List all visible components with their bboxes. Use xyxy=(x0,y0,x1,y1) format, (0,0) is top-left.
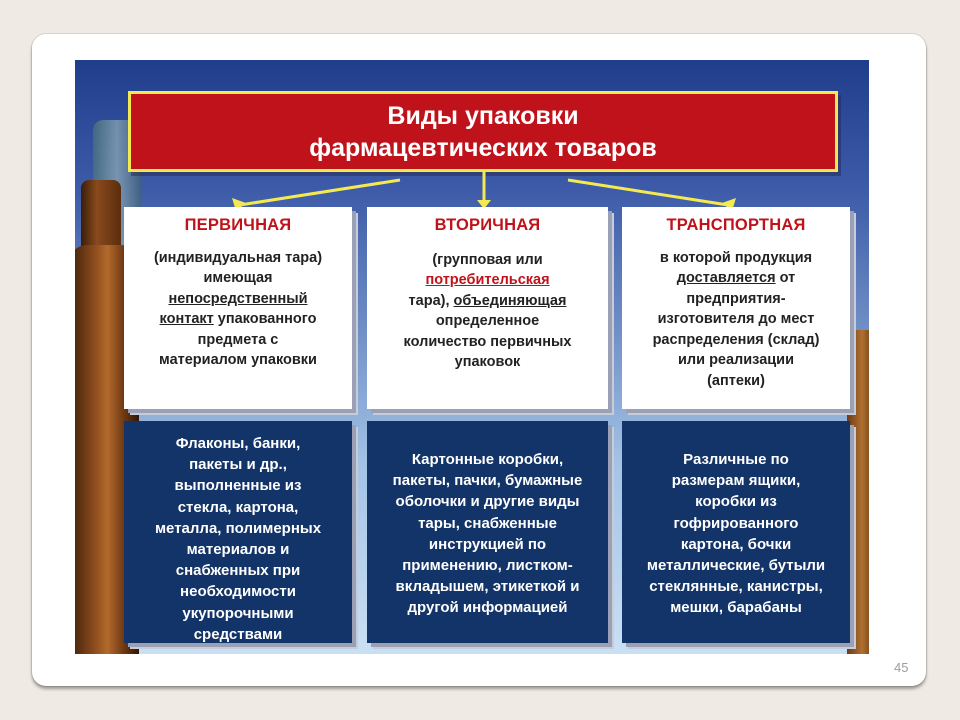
primary-example-line: металла, полимерных xyxy=(154,519,322,537)
primary-desc-line: непосредственный xyxy=(168,290,308,307)
secondary-desc-text: тара), xyxy=(408,292,454,309)
primary-example-line: укупорочными xyxy=(182,604,294,622)
transport-desc-line: предприятия- xyxy=(686,290,786,307)
secondary-description-box xyxy=(367,207,608,409)
transport-example-line: размерам ящики, xyxy=(671,472,801,490)
title-line-2: фармацевтических товаров xyxy=(309,133,657,162)
secondary-examples-box xyxy=(367,421,608,643)
primary-example-line: выполненные из xyxy=(174,477,302,495)
arrow-to-transport xyxy=(568,180,728,205)
transport-desc-underlined: доставляется xyxy=(676,270,776,286)
primary-example-line: пакеты и др., xyxy=(189,456,287,474)
primary-example-line: средствами xyxy=(193,625,283,643)
arrow-to-primary xyxy=(240,180,400,205)
secondary-desc-line: определенное xyxy=(435,313,540,329)
primary-example-line: снабженных при xyxy=(175,562,301,580)
primary-example-line: Флаконы, банки, xyxy=(175,435,301,452)
transport-desc-line: (аптеки) xyxy=(707,372,765,389)
primary-desc-underlined: контакт xyxy=(159,311,214,327)
transport-examples-box xyxy=(622,421,850,643)
transport-example-line: гофрированного xyxy=(673,514,799,532)
primary-desc-line: материалом упаковки xyxy=(159,352,317,368)
secondary-example-line: применению, листком- xyxy=(402,557,573,575)
secondary-example-line: вкладышем, этикеткой и xyxy=(395,578,580,596)
secondary-example-line: оболочки и другие виды xyxy=(395,493,580,511)
transport-example-line: Различные по xyxy=(683,451,789,468)
primary-heading: ПЕРВИЧНАЯ xyxy=(184,216,292,234)
transport-description-box xyxy=(622,207,850,409)
primary-examples-box xyxy=(124,421,352,643)
primary-desc-text: упакованного xyxy=(213,311,317,327)
transport-desc-line: распределения (склад) xyxy=(652,331,820,348)
primary-desc-line: (индивидуальная тара) xyxy=(153,249,323,266)
secondary-example-line: другой информацией xyxy=(407,599,568,617)
primary-example-line: стекла, картона, xyxy=(177,498,299,516)
secondary-example-line: тары, снабженные xyxy=(418,514,557,532)
secondary-example-line: пакеты, пачки, бумажные xyxy=(392,472,583,490)
page-number: 45 xyxy=(894,660,909,675)
transport-desc-line: изготовителя до мест xyxy=(657,311,815,327)
primary-example-line: необходимости xyxy=(180,583,296,601)
primary-desc-line: предмета с xyxy=(197,331,279,348)
transport-desc-line: или реализации xyxy=(678,352,794,368)
primary-example-line: материалов и xyxy=(186,541,290,559)
secondary-example-line: инструкцией по xyxy=(428,535,547,553)
transport-example-line: картона, бочки xyxy=(680,535,792,553)
secondary-heading: ВТОРИЧНАЯ xyxy=(434,216,541,234)
primary-desc-line xyxy=(124,309,352,330)
transport-desc-text: от xyxy=(775,270,796,286)
secondary-example-line: Картонные коробки, xyxy=(411,451,564,468)
transport-example-line: стеклянные, канистры, xyxy=(649,578,823,596)
transport-example-line: коробки из xyxy=(695,493,777,511)
secondary-desc-line: количество первичных xyxy=(403,333,572,350)
transport-desc-line xyxy=(622,268,850,289)
secondary-desc-underlined: объединяющая xyxy=(453,292,567,309)
secondary-desc-line: (групповая или xyxy=(432,251,543,268)
transport-heading: ТРАНСПОРТНАЯ xyxy=(666,216,806,234)
transport-desc-line: в которой продукция xyxy=(659,249,813,266)
secondary-desc-line: потребительская xyxy=(425,272,550,288)
primary-desc-line: имеющая xyxy=(203,270,273,286)
transport-example-line: металлические, бутыли xyxy=(646,557,826,575)
transport-example-line: мешки, барабаны xyxy=(670,599,802,617)
secondary-desc-line xyxy=(367,291,608,312)
secondary-desc-line: упаковок xyxy=(454,354,521,370)
title-line-1: Виды упаковки xyxy=(387,101,579,130)
primary-description-box xyxy=(124,207,352,409)
